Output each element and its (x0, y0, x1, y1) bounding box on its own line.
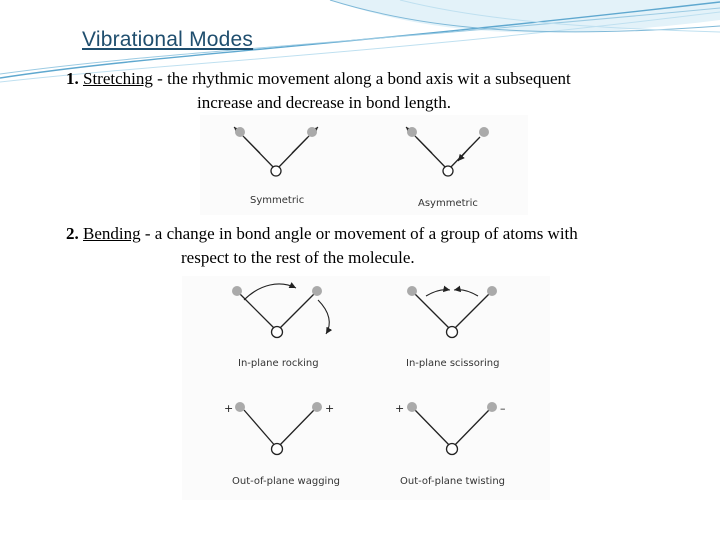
bending-number: 2. (66, 224, 79, 243)
stretching-line1: the rhythmic movement along a bond axis wit a subsequent (167, 69, 571, 88)
bending-line2: respect to the rest of the molecule. (181, 248, 415, 267)
out-of-plane-twisting-diagram (395, 402, 506, 487)
bending-term: Bending (83, 224, 141, 243)
twisting-left-sign: + (395, 402, 405, 415)
asymmetric-stretch-diagram (406, 127, 489, 209)
twisting-right-sign: – (500, 402, 506, 415)
caption-in-plane-scissoring: In-plane scissoring (406, 358, 500, 369)
stretching-figure (200, 115, 528, 215)
caption-symmetric: Symmetric (250, 195, 305, 206)
symmetric-stretch-diagram (234, 127, 318, 206)
stretching-line2: increase and decrease in bond length. (197, 93, 451, 112)
in-plane-scissoring-diagram (406, 286, 499, 369)
caption-out-of-plane-twisting: Out-of-plane twisting (400, 476, 506, 487)
in-plane-rocking-diagram (232, 284, 329, 369)
out-of-plane-wagging-diagram (224, 402, 340, 487)
stretching-term: Stretching (83, 69, 153, 88)
bending-item (66, 222, 578, 246)
wagging-left-sign: + (224, 402, 234, 415)
bending-line1: a change in bond angle or movement of a group of atoms with (154, 224, 578, 243)
bending-separator: - (140, 224, 155, 243)
slide-title: Vibrational Modes (82, 28, 254, 51)
caption-in-plane-rocking: In-plane rocking (238, 358, 319, 369)
stretching-separator: - (152, 69, 168, 88)
wagging-right-sign: + (325, 402, 335, 415)
caption-out-of-plane-wagging: Out-of-plane wagging (232, 476, 341, 487)
stretching-item (66, 67, 571, 91)
stretching-number: 1. (66, 69, 79, 88)
bending-figure (182, 276, 550, 500)
caption-asymmetric: Asymmetric (418, 198, 478, 209)
